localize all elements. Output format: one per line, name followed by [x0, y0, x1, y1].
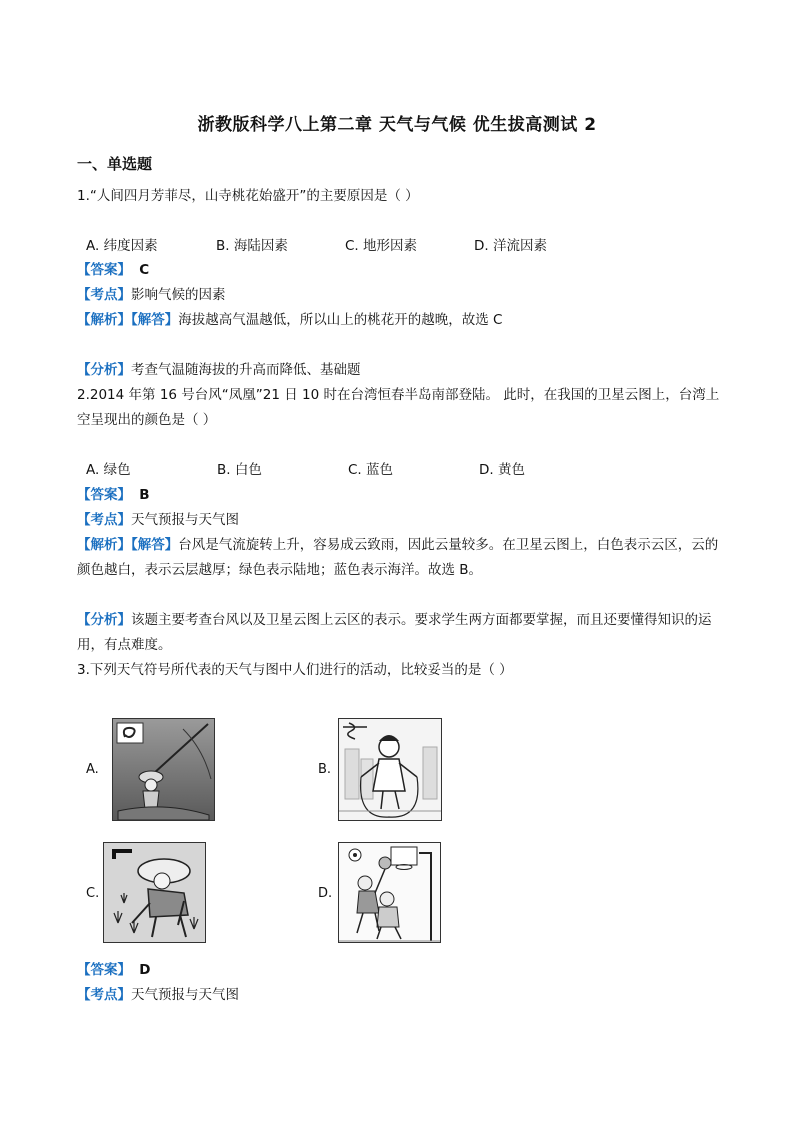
solution-label: 【解答】 [131, 312, 179, 328]
analysis-label: 【解析】 [77, 537, 131, 553]
q2-point-line [77, 510, 239, 530]
option-a-illustration [112, 718, 215, 821]
comment-label: 【分析】 [77, 362, 131, 378]
point-label: 【考点】 [77, 987, 131, 1003]
jump-rope-icon [339, 719, 441, 820]
q1-answer: C [139, 262, 150, 278]
q2-analysis-line [77, 533, 722, 583]
q1-option-a: A. 纬度因素 [86, 238, 158, 254]
q2-comment-line [77, 608, 722, 658]
q3-option-b-label: B. [318, 762, 332, 777]
q2-option-a: A. 绿色 [86, 462, 131, 478]
q1-point-line [77, 285, 226, 305]
q2-point: 天气预报与天气图 [131, 512, 239, 528]
q1-option-d: D. 洋流因素 [474, 238, 547, 254]
option-d-illustration [338, 842, 441, 943]
section-heading: 一、单选题 [77, 155, 153, 173]
q3-answer-line [77, 960, 151, 980]
q3-answer: D [139, 962, 151, 978]
q1-analysis-line [77, 310, 502, 330]
q2-option-b: B. 白色 [217, 462, 262, 478]
point-label: 【考点】 [77, 512, 131, 528]
q1-comment: 考查气温随海拔的升高而降低、基础题 [131, 362, 361, 378]
q1-comment-line [77, 360, 361, 380]
q1-option-b: B. 海陆因素 [216, 238, 288, 254]
q1-option-c: C. 地形因素 [345, 238, 418, 254]
q2-answer-line [77, 485, 150, 505]
rice-planting-icon [104, 843, 205, 942]
q1-point: 影响气候的因素 [131, 287, 226, 303]
answer-label: 【答案】 [77, 262, 131, 278]
q1-answer-line [77, 260, 149, 280]
question-3-stem: 3.下列天气符号所代表的天气与图中人们进行的活动，比较妥当的是（ ） [77, 662, 513, 678]
solution-label: 【解答】 [131, 537, 179, 553]
q3-option-a-label: A. [86, 762, 99, 777]
q2-analysis: 台风是气流旋转上升，容易成云致雨，因此云量较多。在卫星云图上，白色表示云区，云的颜色越白，表示云层越厚；绿色表示陆地；蓝色表示海洋。故选 B。 [77, 537, 719, 578]
q3-point-line [77, 985, 239, 1005]
q1-analysis: 海拔越高气温越低，所以山上的桃花开的越晚，故选 C [178, 312, 503, 328]
basketball-icon [339, 843, 440, 942]
document-title: 浙教版科学八上第二章 天气与气候 优生拔高测试 2 [197, 115, 597, 135]
answer-label: 【答案】 [77, 962, 131, 978]
q3-point: 天气预报与天气图 [131, 987, 239, 1003]
answer-label: 【答案】 [77, 487, 131, 503]
analysis-label: 【解析】 [77, 312, 131, 328]
q2-answer: B [139, 487, 150, 503]
q3-option-c-label: C. [86, 886, 100, 901]
option-c-illustration [103, 842, 206, 943]
option-b-illustration [338, 718, 442, 821]
rain-fishing-icon [113, 719, 214, 820]
comment-label: 【分析】 [77, 612, 131, 628]
q2-comment: 该题主要考查台风以及卫星云图上云区的表示。要求学生两方面都要掌握，而且还要懂得知识的运用，有点难度。 [77, 612, 712, 653]
q3-option-d-label: D. [318, 886, 333, 901]
q2-option-c: C. 蓝色 [348, 462, 394, 478]
point-label: 【考点】 [77, 287, 131, 303]
question-1-stem: 1.“人间四月芳菲尽，山寺桃花始盛开”的主要原因是（ ） [77, 188, 419, 204]
question-2-stem: 2.2014 年第 16 号台风“凤凰”21 日 10 时在台湾恒春半岛南部登陆。 此时，在我国的卫星云图上，台湾上空呈现出的颜色是（ ） [77, 387, 720, 428]
q2-option-d: D. 黄色 [479, 462, 525, 478]
